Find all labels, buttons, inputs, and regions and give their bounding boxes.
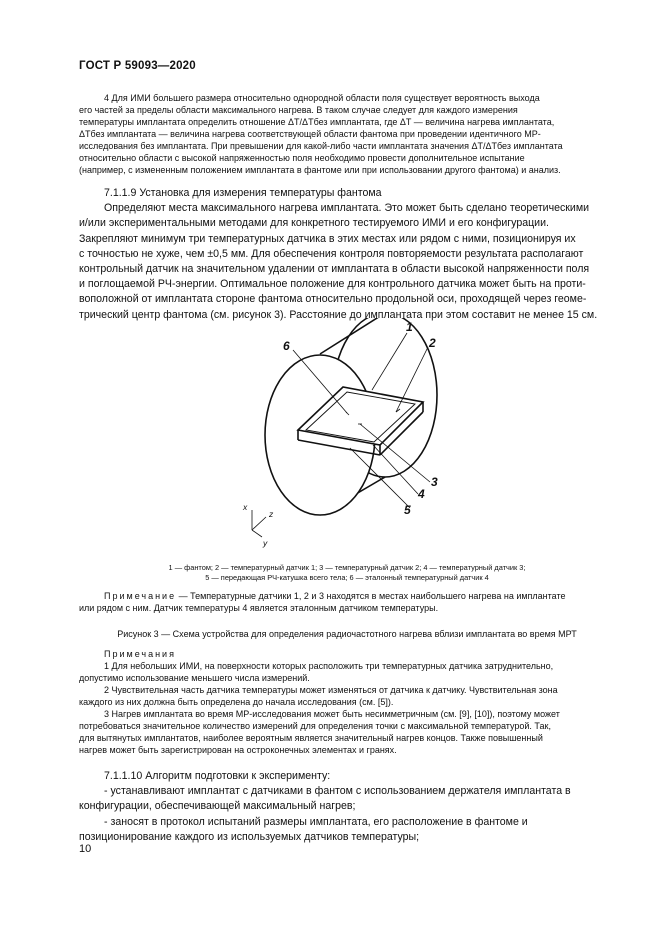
- section-7119: [79, 186, 615, 323]
- paragraph-line: с точностью не хуже, чем ±0,5 мм. Для обеспечения контроля повторяемости результата располагают: [79, 247, 584, 260]
- callout-3: 3: [431, 475, 438, 489]
- paragraph-line: - заносят в протокол испытаний размеры имплантата, его расположение в фантоме и: [104, 815, 528, 828]
- figure-note-label: Примечание: [104, 591, 177, 601]
- paragraph-line: - устанавливают имплантат с датчиками в фантом с использованием держателя имплантата в: [104, 785, 571, 798]
- section-71110: [79, 769, 615, 845]
- figure-legend: [79, 563, 615, 583]
- figure-note-text: или рядом с ним. Датчик температуры 4 является эталонным датчиком температуры.: [79, 603, 439, 613]
- notes-line: допустимо использование меньшего числа измерений.: [79, 673, 310, 683]
- axis-label-x: x: [243, 502, 248, 512]
- paragraph-line: воположной от имплантата стороне фантома относительно продольной оси, проходящей через геоме-: [79, 293, 587, 306]
- note-4-line: исследования без имплантата. При превышении для какой-либо части имплантата значения ΔT/ΔTбез имплантата: [79, 141, 563, 151]
- notes-line: 1 Для небольших ИМИ, на поверхности которых расположить три температурных датчика затруднительно,: [104, 661, 554, 671]
- callout-2: 2: [429, 336, 436, 350]
- section-heading: 7.1.1.9 Установка для измерения температуры фантома: [104, 187, 382, 199]
- callout-1: 1: [406, 320, 413, 334]
- note-4-line: относительно области с высокой напряженностью поля необходимо провести дополнительное испытание: [79, 153, 525, 163]
- axis-label-z: z: [269, 509, 274, 519]
- notes-line: каждого из них должна быть определена до начала исследования (см. [5]).: [79, 697, 394, 707]
- callout-5: 5: [404, 503, 411, 517]
- notes-block: [79, 648, 615, 756]
- paragraph-line: контрольный датчик на значительном удалении от имплантата в области высокой напряженности поля: [79, 263, 590, 276]
- note-4-line: его частей за пределы области максимального нагрева. В таком случае следует для каждого измерения: [79, 105, 518, 115]
- legend-line: 5 — передающая РЧ-катушка всего тела; 6 — эталонный температурный датчик 4: [205, 573, 489, 582]
- note-4-line: ΔTбез имплантата — величина нагрева соответствующей области фантома при проведении идентичного МР-: [79, 129, 541, 139]
- notes-line: 3 Нагрев имплантата во время МР-исследования может быть несимметричным (см. [9], [10]), поэтому может: [104, 709, 560, 719]
- callout-6: 6: [283, 339, 290, 353]
- paragraph-line: позиционирование каждого из используемых датчиков температуры;: [79, 830, 420, 843]
- notes-line: нагрев может быть зарегистрирован на остроконечных элементах и гранях.: [79, 745, 397, 755]
- figure-note: [79, 590, 615, 614]
- note-4-line: (например, с измененным положением имплантата в фантоме или при использовании другого фантома) и анализ.: [79, 165, 561, 175]
- figure-note-text: — Температурные датчики 1, 2 и 3 находятся в местах наибольшего нагрева на имплантате: [178, 591, 566, 601]
- z-axis-line: [252, 517, 266, 530]
- notes-line: потребоваться значительное количество измерений для определения точки с максимальной температурой. Так,: [79, 721, 551, 731]
- note-4-line: 4 Для ИМИ большего размера относительно однородной области поля существует вероятность выхода: [104, 93, 540, 103]
- figure-caption: Рисунок 3 — Схема устройства для определения радиочастотного нагрева вблизи имплантата во время МРТ: [117, 629, 577, 639]
- paragraph-line: и поглощаемой РЧ-энергии. Оптимальное положение для контрольного датчика может быть на проти-: [79, 278, 586, 291]
- page-number: 10: [79, 843, 92, 855]
- note-4: [79, 92, 615, 176]
- notes-line: для вытянутых имплантатов, наиболее вероятным является значительный нагрев концов. Также повышенный: [79, 733, 543, 743]
- paragraph-line: и/или экспериментальными методами для конкретного тестируемого ИМИ и его конфигурации.: [79, 217, 549, 230]
- note-4-line: температуры имплантата определить отношение ΔT/ΔTбез имплантата, где ΔT — величина нагрева имплантата,: [79, 117, 555, 127]
- notes-line: 2 Чувствительная часть датчика температуры может изменяться от датчика к датчику. Чувствительная зона: [104, 685, 558, 695]
- paragraph-line: трический центр фантома (см. рисунок 3). Расстояние до имплантата при этом составит не менее 15 см.: [79, 308, 598, 321]
- callout-4: 4: [418, 487, 425, 501]
- paragraph-line: конфигурации, обеспечивающей максимальный нагрев;: [79, 800, 356, 813]
- section-heading: 7.1.1.10 Алгоритм подготовки к эксперименту:: [104, 770, 331, 782]
- phantom-figure: [0, 318, 661, 558]
- phantom-top-edge: [320, 318, 385, 354]
- axis-label-y: y: [263, 538, 268, 548]
- callout-line-4: [373, 445, 418, 494]
- paragraph-line: Закрепляют минимум три температурных датчика в этих местах или рядом с ними, позиционируя их: [79, 232, 576, 245]
- y-axis-line: [252, 530, 262, 537]
- paragraph-line: Определяют места максимального нагрева имплантата. Это может быть сделано теоретическими: [104, 202, 590, 215]
- notes-title: Примечания: [104, 649, 176, 659]
- callout-line-1: [372, 333, 407, 390]
- legend-line: 1 — фантом; 2 — температурный датчик 1; 3 — температурный датчик 2; 4 — температурный датчик 3;: [168, 563, 526, 572]
- page-header: ГОСТ Р 59093—2020: [79, 60, 196, 72]
